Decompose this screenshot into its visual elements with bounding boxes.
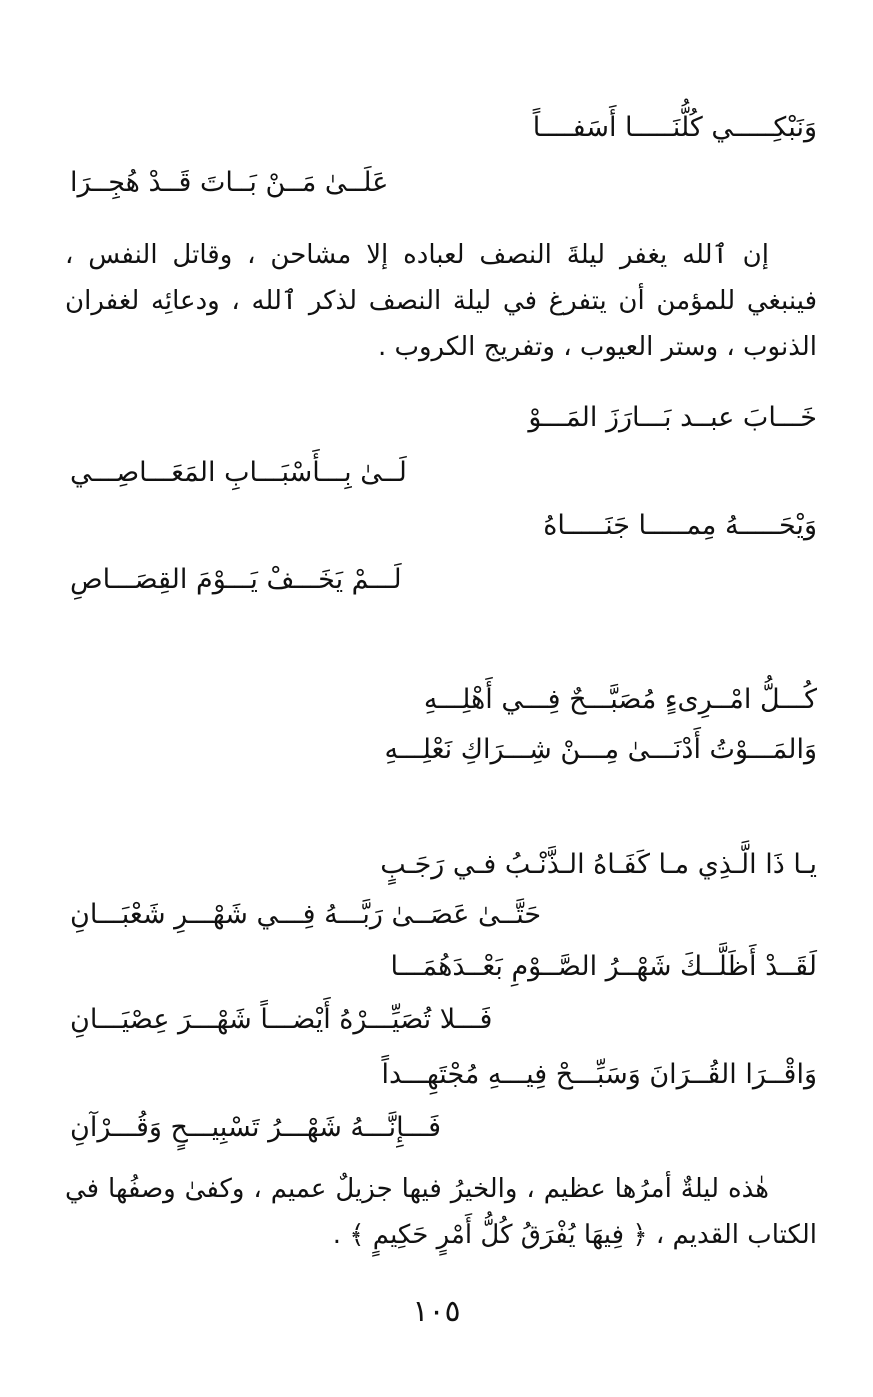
poem-line: كُـــلُّ امْــرِىءٍ مُصَبَّـــحٌ فِـــي أَهْلِـــهِ: [423, 684, 817, 715]
poem-line: لَــىٰ بِـــأَسْبَـــابِ المَعَـــاصِـــي: [70, 457, 407, 488]
paragraph-text: [65, 1166, 817, 1258]
poem-line: عَلَــىٰ مَــنْ بَــاتَ قَــدْ هُجِــرَا: [70, 167, 389, 198]
poem-line: لَـــمْ يَخَـــفْ يَـــوْمَ القِصَـــاصِ: [70, 564, 402, 595]
poem-line: وَيْحَـــــهُ مِمـــــا جَنَـــــاهُ: [543, 510, 817, 541]
page-number: ١٠٥: [412, 1294, 461, 1329]
poem-line: وَاقْــرَا القُــرَانَ وَسَبِّـــحْ فِيـــهِ مُجْتَهِـــداً: [381, 1059, 817, 1090]
paragraph-text: إن ٱلله يغفر ليلةَ النصف لعباده إلا مشاحن ، وقاتل النفس ، فينبغي للمؤمن أن يتفرغ في ليلة النصف لذكر ٱلله ، ودعائِه لغفران الذنوب ، وستر العيوب ، وتفريج الكروب .: [65, 240, 817, 362]
paragraph: [65, 232, 817, 370]
quran-verse: ﴿ فِيهَا يُفْرَقُ كُلُّ أَمْرٍ حَكِيمٍ ﴾: [349, 1220, 648, 1250]
poem-line: حَتَّــىٰ عَصَــىٰ رَبَّـــهُ فِـــي شَهْـــرِ شَعْبَـــانِ: [70, 899, 542, 930]
poem-line: وَالمَـــوْتُ أَدْنَـــىٰ مِـــنْ شِـــرَاكِ نَعْلِـــهِ: [384, 734, 817, 765]
poem-line: لَقَــدْ أَظَلَّــكَ شَهْــرُ الصَّــوْمِ بَعْــدَهُمَـــا: [390, 951, 817, 982]
paragraph-end: .: [332, 1220, 350, 1250]
poem-line: فَـــلا تُصَيِّـــرْهُ أَيْضـــاً شَهْـــرَ عِصْيَـــانِ: [70, 1004, 493, 1035]
poem-line: فَـــإِنَّـــهُ شَهْـــرُ تَسْبِيـــحٍ وَقُـــرْآنِ: [70, 1112, 441, 1143]
poem-line: وَنَبْكِـــــي كُلُّنَـــــا أَسَفــــاً: [532, 112, 817, 143]
poem-line: خَـــابَ عبــد بَـــارَزَ المَـــوْ: [528, 402, 817, 433]
poem-line: يـا ذَا الَّـذِي مـا كَفَـاهُ الـذَّنْـبُ فـي رَجَـبٍ: [380, 849, 817, 880]
paragraph: [65, 1166, 817, 1258]
paragraph-body: هٰذه ليلةٌ أمرُها عظيم ، والخيرُ فيها جزيلٌ عميم ، وكفىٰ وصفُها في الكتاب القديم ،: [65, 1174, 817, 1250]
